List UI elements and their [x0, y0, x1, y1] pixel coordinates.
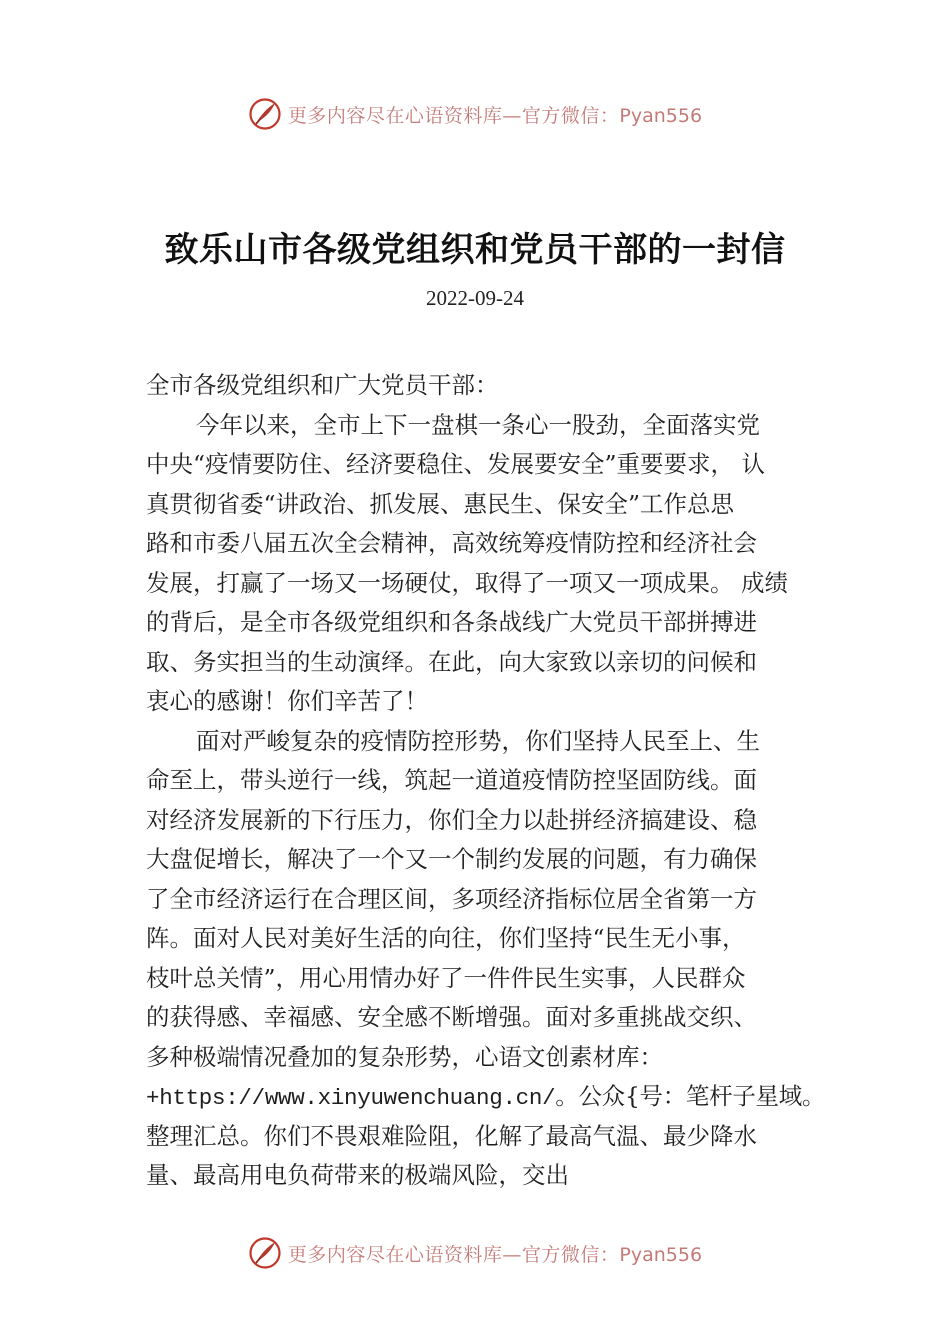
body-line: 了全市经济运行在合理区间，多项经济指标位居全省第一方 [146, 884, 757, 913]
header-banner-text: 更多内容尽在心语资料库—官方微信：Pyan556 [287, 104, 703, 127]
body-line: 阵。面对人民对美好生活的向往，你们坚持“民生无小事， [146, 924, 746, 952]
body-line-url [146, 1077, 826, 1117]
quill-pen-logo-icon [248, 97, 282, 131]
body-line: 衷心的感谢！你们辛苦了！ [146, 687, 428, 715]
document-body [146, 366, 826, 1196]
body-line: 路和市委八届五次全会精神，高效统筹疫情防控和经济社会 [146, 529, 757, 557]
body-line: 多种极端情况叠加的复杂形势，心语文创素材库： [146, 1042, 663, 1071]
wechat-id: Pyan556 [619, 104, 703, 127]
body-line: 大盘促增长，解决了一个又一个制约发展的问题，有力确保 [146, 845, 757, 873]
body-line: 命至上，带头逆行一线，筑起一道道疫情防控坚固防线。面 [146, 766, 757, 794]
body-line: 对经济发展新的下行压力，你们全力以赴拼经济搞建设、稳 [146, 805, 757, 834]
body-line: 面对严峻复杂的疫情防控形势，你们坚持人民至上、生 [196, 726, 760, 755]
footer-banner [0, 1233, 950, 1273]
wechat-id: Pyan556 [619, 1243, 703, 1266]
body-line: 取、务实担当的生动演绎。在此，向大家致以亲切的问候和 [146, 647, 757, 676]
body-line: 量、最高用电负荷带来的极端风险，交出 [146, 1161, 569, 1189]
body-line: 整理汇总。你们不畏艰难险阻，化解了最高气温、最少降水 [146, 1121, 757, 1150]
body-line: 真贯彻省委“讲政治、抓发展、惠民生、保安全”工作总思 [146, 489, 735, 518]
salutation: 全市各级党组织和广大党员干部： [146, 371, 499, 399]
body-line: 的背后，是全市各级党组织和各条战线广大党员干部拼搏进 [146, 608, 757, 636]
url-tail-text: 。公众{号：笔杆子星域。 [555, 1082, 826, 1110]
quill-pen-logo-icon [248, 1236, 282, 1270]
footer-banner-text: 更多内容尽在心语资料库—官方微信：Pyan556 [287, 1243, 703, 1266]
document-title: 致乐山市各级党组织和党员干部的一封信 [164, 230, 786, 270]
body-line: 枝叶总关情”，用心用情办好了一件件民生实事，人民群众 [146, 963, 746, 992]
body-line: 中央“疫情要防住、经济要稳住、发展要安全”重要要求， 认 [146, 450, 765, 478]
document-date: 2022-09-24 [426, 286, 524, 310]
header-banner [0, 94, 950, 134]
url-text: +https://www.xinyuwenchuang.cn/ [146, 1085, 556, 1111]
body-line: 发展，打赢了一场又一场硬仗，取得了一项又一项成果。 成绩 [146, 568, 788, 597]
body-line: 今年以来，全市上下一盘棋一条心一股劲，全面落实党 [196, 410, 760, 439]
body-line: 的获得感、幸福感、安全感不断增强。面对多重挑战交织、 [146, 1003, 757, 1031]
